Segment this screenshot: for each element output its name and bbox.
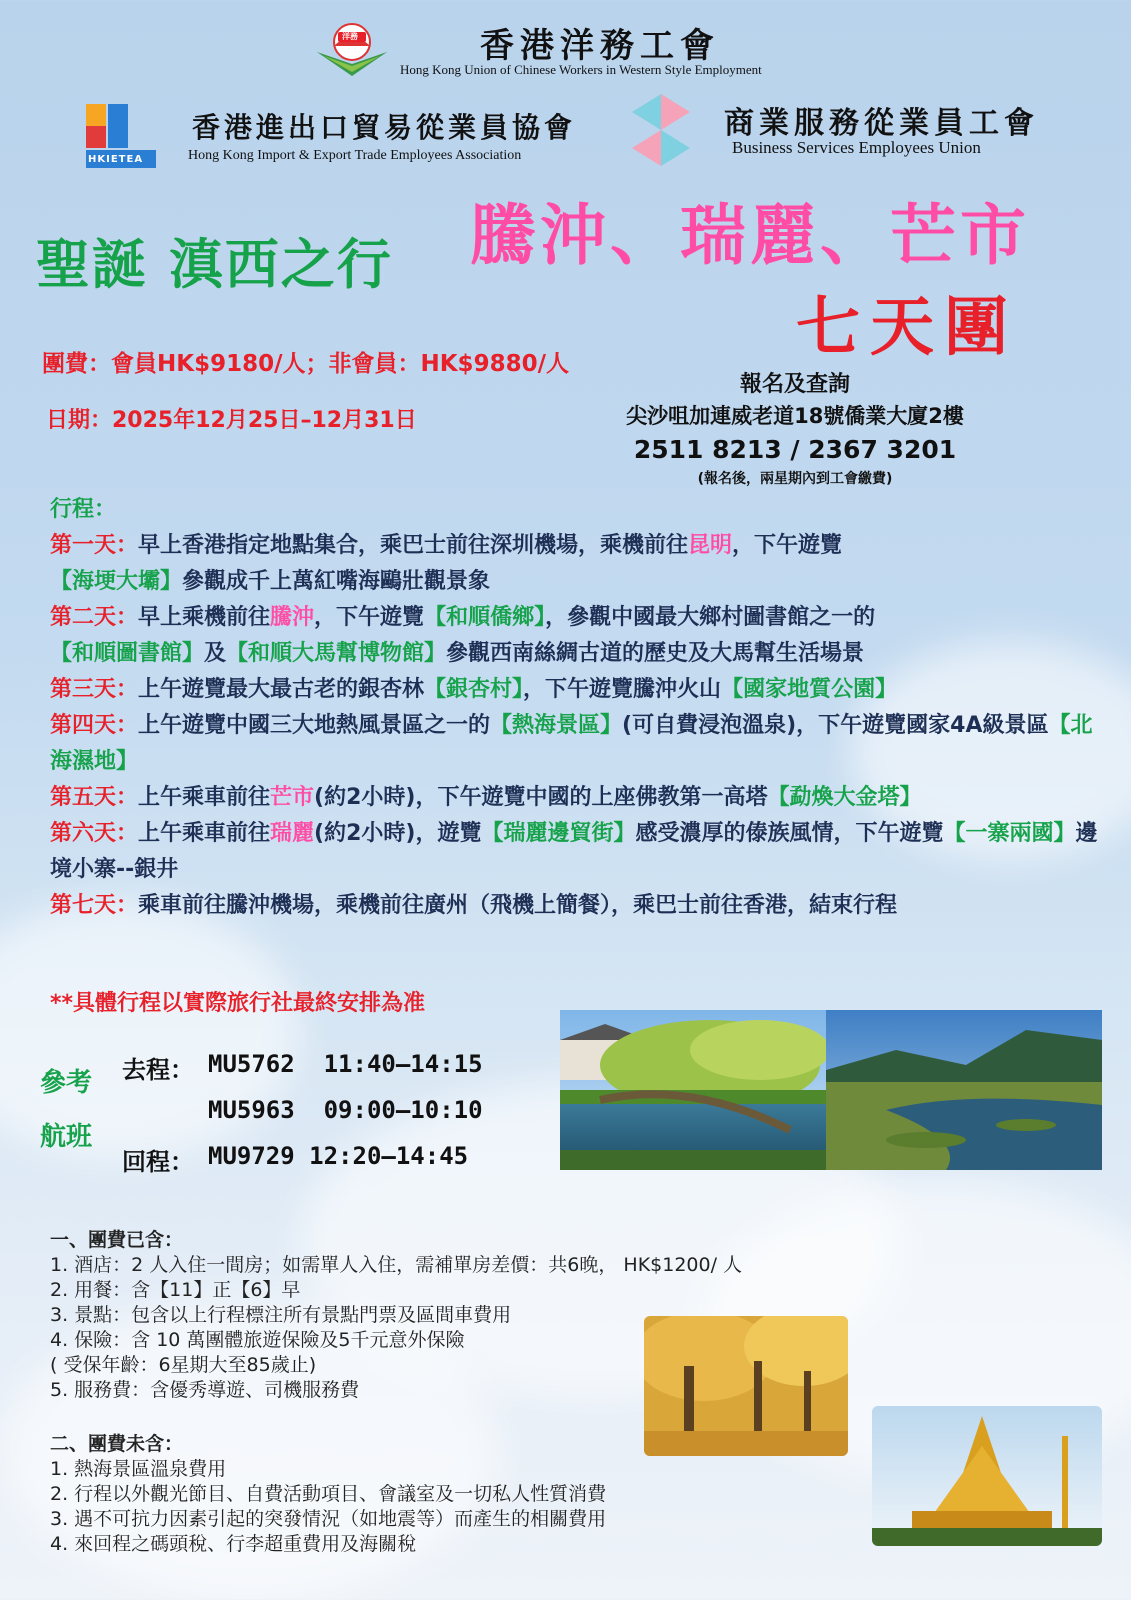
day1-highlight1: 【海埂大壩】	[50, 569, 183, 594]
flight-ret1: MU9729 12:20–14:45	[208, 1142, 469, 1170]
day2-text3: ，參觀中國最大鄉村圖書館之一的	[545, 605, 876, 630]
photo-heshun-village	[560, 1010, 826, 1170]
excluded-item: 3. 遇不可抗力因素引起的突發情況（如地震等）而產生的相關費用	[50, 1508, 607, 1530]
included-item: ( 受保年齡：6星期大至85歲止)	[50, 1354, 317, 1376]
day5-label: 第五天：	[50, 785, 139, 810]
enquiry-heading: 報名及查詢	[739, 372, 850, 397]
day3-text1: 上午遊覽最大最古老的銀杏林	[138, 677, 425, 702]
org2-logo-text: HKIETEA	[88, 154, 144, 165]
flight-out-label: 去程：	[122, 1055, 194, 1084]
itinerary-day7	[50, 888, 1100, 924]
org1-name-en: Hong Kong Union of Chinese Workers in Western Style Employment	[400, 62, 762, 77]
included-item: 4. 保險：含 10 萬團體旅遊保險及5千元意外保險	[50, 1329, 465, 1351]
day5-text2: (約2小時)，下午遊覽中國的上座佛教第一高塔	[314, 785, 768, 810]
day7-text1: 乘車前往騰沖機場，乘機前往廣州（飛機上簡餐），乘巴士前往香港，結束行程	[138, 893, 898, 918]
itinerary-heading: 行程：	[50, 497, 117, 522]
day2-text1: 早上乘機前往	[138, 605, 271, 630]
org2-logo	[86, 104, 156, 168]
enquiry-address: 尖沙咀加連威老道18號僑業大廈2樓	[626, 404, 964, 428]
itinerary-day5	[50, 780, 1100, 816]
included-item: 3. 景點：包含以上行程標注所有景點門票及區間車費用	[50, 1304, 512, 1326]
itinerary	[50, 492, 1100, 924]
day2-text5: 參觀西南絲綢古道的歷史及大馬幫生活場景	[446, 641, 865, 666]
day4-highlight2: 【北海濕地】	[50, 713, 1093, 774]
day6-text3: 感受濃厚的傣族風情，下午遊覽	[635, 821, 944, 846]
org3-header	[628, 92, 1048, 172]
tour-date: 日期：2025年12月25日–12月31日	[46, 408, 417, 433]
day3-text2: ，下午遊覽騰沖火山	[523, 677, 722, 702]
excluded-item: 2. 行程以外觀光節目、自費活動項目、會議室及一切私人性質消費	[50, 1483, 607, 1505]
day3-highlight2: 【國家地質公園】	[721, 677, 898, 702]
enquiry-phones: 2511 8213 / 2367 3201	[633, 435, 957, 464]
excluded-section	[50, 1432, 830, 1557]
org1-logo	[312, 18, 392, 78]
itinerary-disclaimer: **具體行程以實際旅行社最終安排為准	[50, 991, 426, 1016]
day4-label: 第四天：	[50, 713, 139, 738]
day2-city: 騰沖	[270, 605, 315, 630]
day1-label: 第一天：	[50, 533, 139, 558]
day4-text2: (可自費浸泡溫泉)，下午遊覽國家4A級景區	[622, 713, 1049, 738]
enquiry-note: (報名後，兩星期內到工會繳費)	[697, 471, 893, 487]
day6-text2: (約2小時)，遊覽	[314, 821, 482, 846]
day1-text2: ，下午遊覽	[732, 533, 843, 558]
title-left: 聖誕 滇西之行	[36, 232, 393, 296]
flight-out2: MU5963 09:00–10:10	[208, 1096, 483, 1124]
day4-highlight1: 【熱海景區】	[490, 713, 623, 738]
included-heading: 一、團費已含：	[50, 1229, 184, 1251]
flight-ret-label: 回程：	[122, 1147, 194, 1176]
day4-text1: 上午遊覽中國三大地熱風景區之一的	[138, 713, 491, 738]
day6-highlight2: 【一寨兩國】	[943, 821, 1076, 846]
title-right-line1: 騰沖、瑞麗、芒市	[470, 196, 1030, 274]
day1-text1: 早上香港指定地點集合，乘巴士前往深圳機場，乘機前往	[138, 533, 689, 558]
day1-city: 昆明	[688, 533, 733, 558]
org2-name-en: Hong Kong Import & Export Trade Employees Association	[188, 148, 522, 163]
day6-text4: 邊境小寨--銀井	[50, 821, 1098, 882]
excluded-item: 4. 來回程之碼頭稅、行李超重費用及海關稅	[50, 1533, 417, 1555]
day5-city: 芒市	[270, 785, 315, 810]
org1-name-zh: 香港洋務工會	[480, 26, 720, 66]
org3-name-en: Business Services Employees Union	[732, 138, 981, 157]
day6-highlight1: 【瑞麗邊貿街】	[481, 821, 636, 846]
day2-text4: 及	[204, 641, 227, 666]
day2-label: 第二天：	[50, 605, 139, 630]
day2-highlight1: 【和順僑鄉】	[424, 605, 546, 630]
enquiry-box	[560, 370, 1030, 490]
org2-name-zh: 香港進出口貿易從業員協會	[192, 111, 577, 144]
org2-header	[86, 100, 606, 170]
day2-highlight2: 【和順圖書館】	[50, 641, 205, 666]
included-item: 5. 服務費：含優秀導遊、司機服務費	[50, 1379, 360, 1401]
itinerary-day2	[50, 600, 1100, 672]
included-item: 2. 用餐：含【11】正【6】早	[50, 1279, 301, 1301]
day5-highlight1: 【勐煥大金塔】	[767, 785, 922, 810]
day7-label: 第七天：	[50, 893, 139, 918]
org3-name-zh: 商業服務從業員工會	[724, 106, 1039, 141]
flights-label-line2: 航班	[40, 1122, 93, 1152]
day3-highlight1: 【銀杏村】	[424, 677, 524, 702]
included-section	[50, 1228, 870, 1403]
included-item: 1. 酒店：2 人入住一間房；如需單人入住，需補單房差價：共6晚， HK$1200/ 人	[50, 1254, 743, 1276]
org1-header	[312, 18, 832, 80]
day1-text3: 參觀成千上萬紅嘴海鷗壯觀景象	[182, 569, 491, 594]
itinerary-day6	[50, 816, 1100, 888]
org1-logo-text: 洋務	[342, 32, 358, 41]
day6-label: 第六天：	[50, 821, 139, 846]
day5-text1: 上午乘車前往	[138, 785, 271, 810]
day2-text2: ，下午遊覽	[314, 605, 425, 630]
day2-highlight3: 【和順大馬幫博物館】	[226, 641, 447, 666]
day6-city: 瑞麗	[270, 821, 315, 846]
itinerary-day3	[50, 672, 1100, 708]
flights-label-line1: 參考	[40, 1068, 93, 1098]
day3-label: 第三天：	[50, 677, 139, 702]
tour-fee: 團費：會員HK$9180/人；非會員：HK$9880/人	[42, 351, 569, 377]
flight-out1: MU5762 11:40–14:15	[208, 1050, 483, 1078]
photo-golden-pagoda	[872, 1406, 1102, 1546]
org3-logo	[628, 92, 694, 168]
excluded-item: 1. 熱海景區溫泉費用	[50, 1458, 227, 1480]
excluded-heading: 二、團費未含：	[50, 1433, 184, 1455]
itinerary-day4	[50, 708, 1100, 780]
title-right-line2: 七天團	[796, 290, 1018, 365]
photo-beihai-wetland	[826, 1010, 1102, 1170]
itinerary-day1	[50, 528, 1100, 600]
day6-text1: 上午乘車前往	[138, 821, 271, 846]
